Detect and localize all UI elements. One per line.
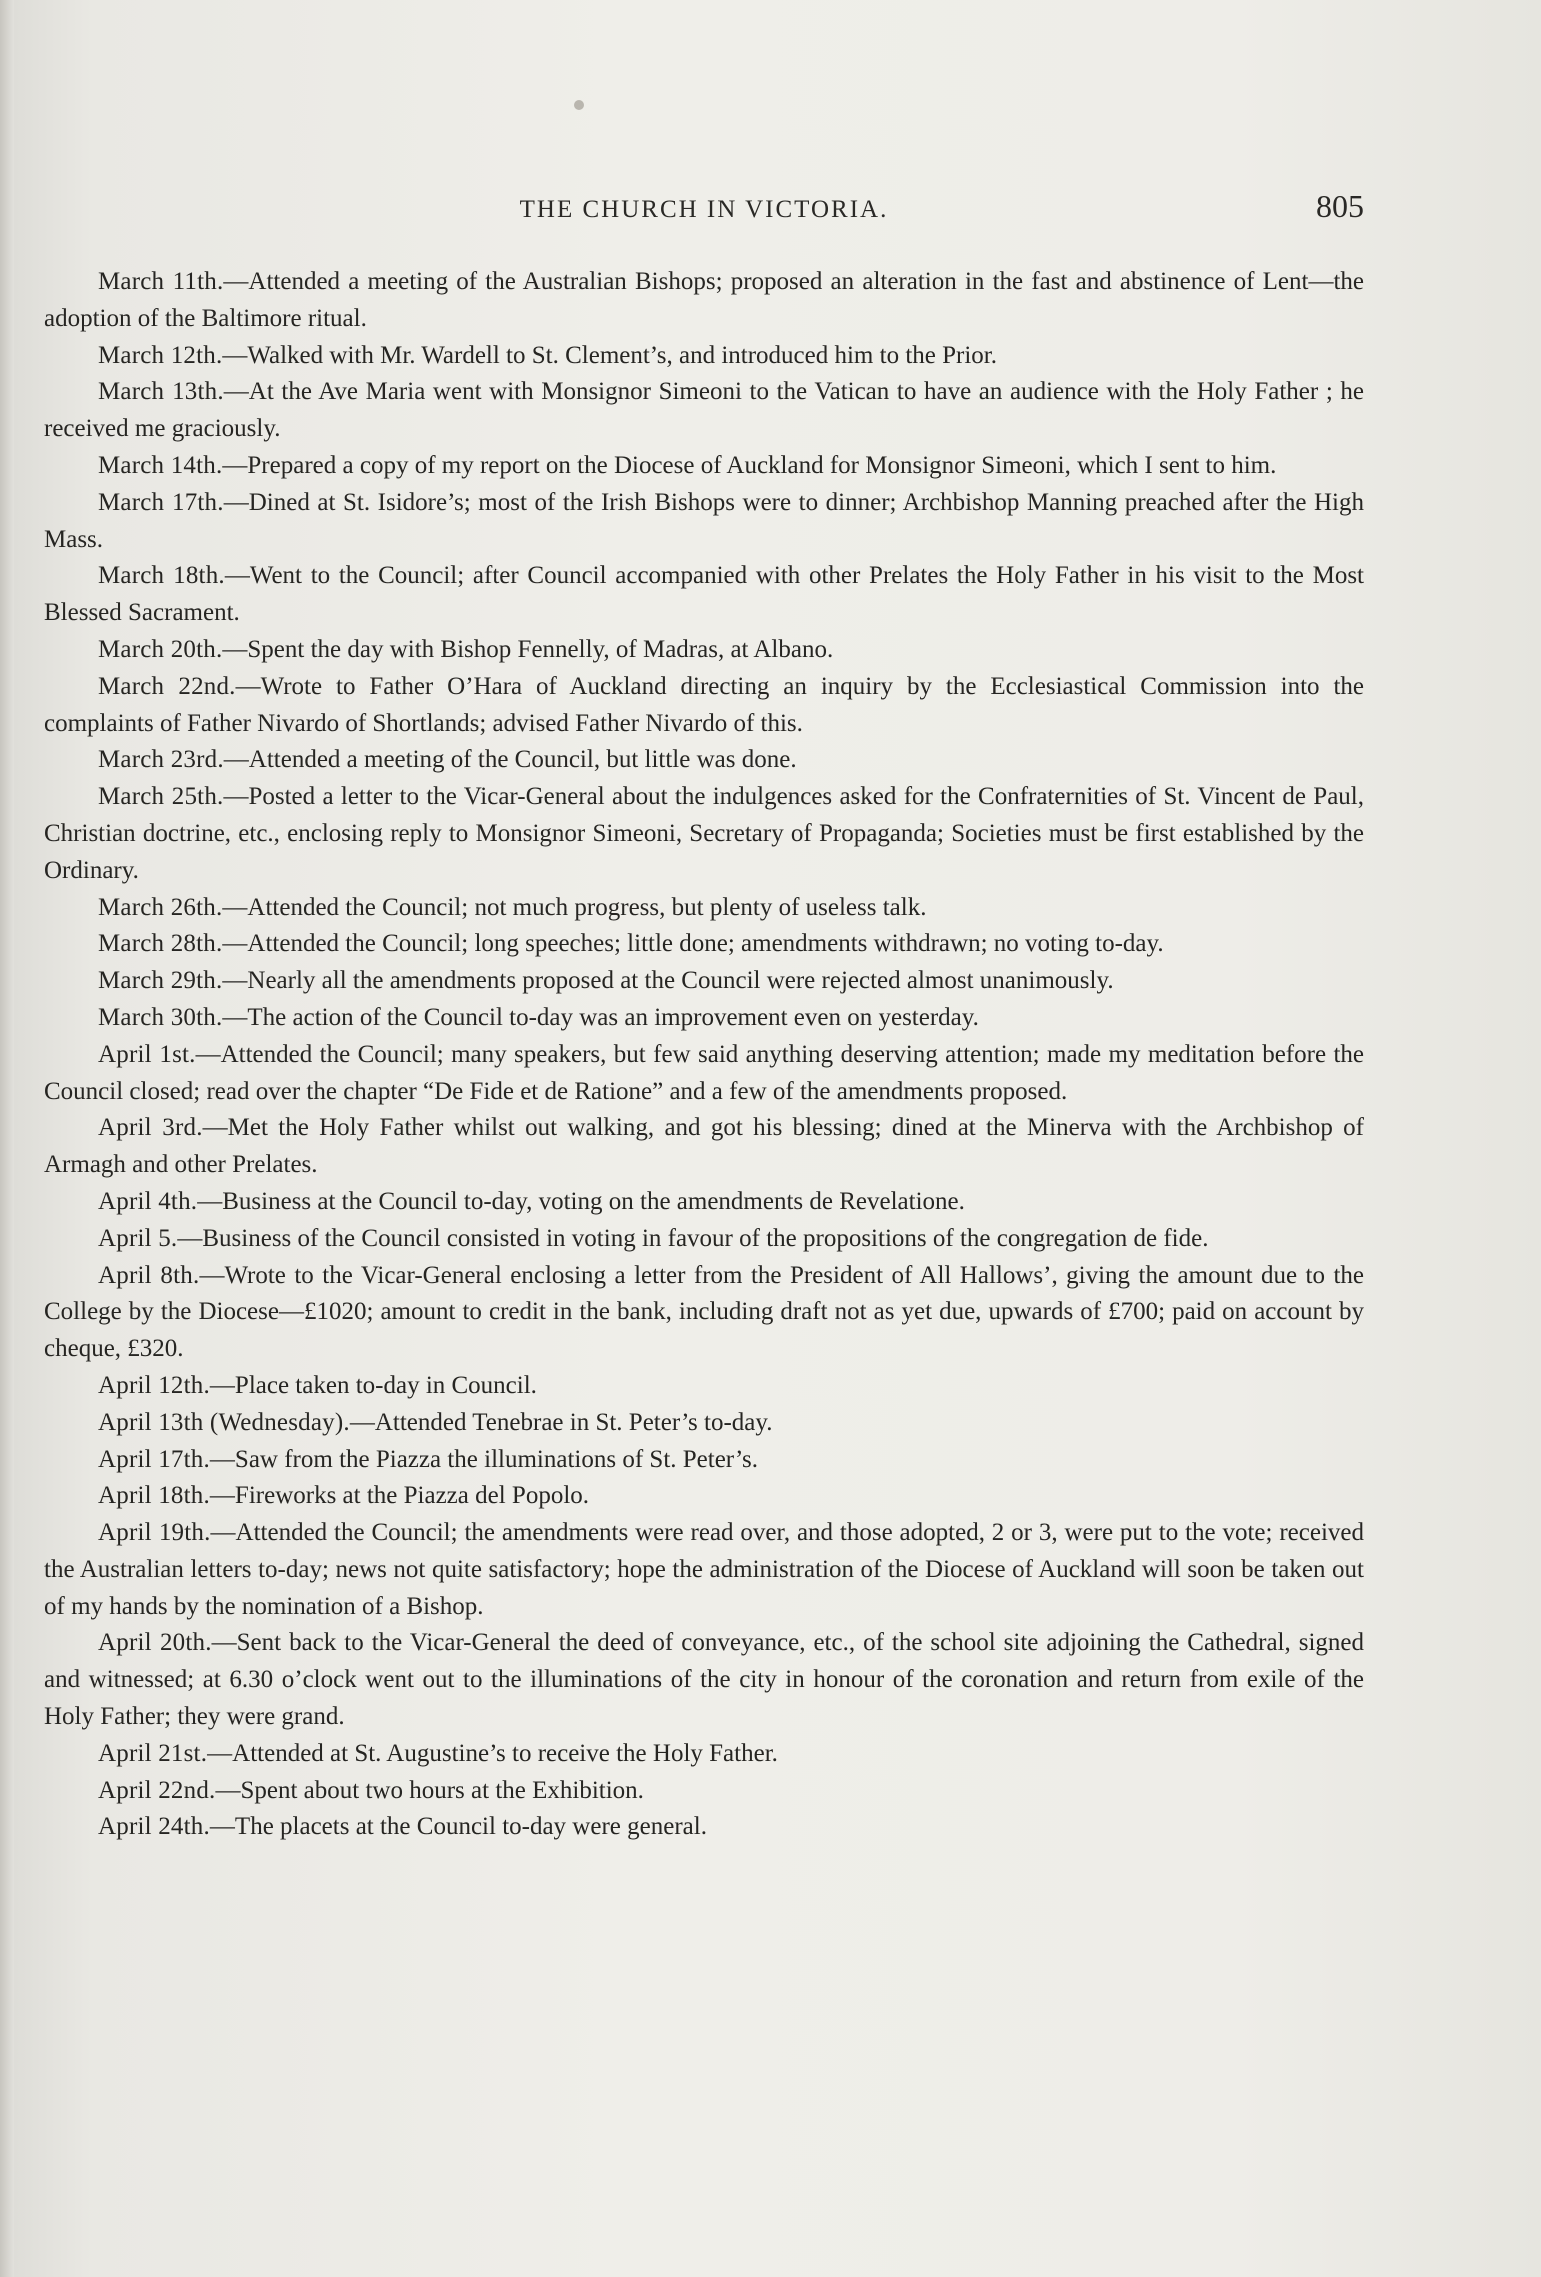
entry-date: March 29th. [98, 967, 223, 995]
entry-text: —The action of the Council to-day was an improvement even on yesterday. [222, 1003, 979, 1031]
entry-text: —Walked with Mr. Wardell to St. Clement’s, and introduced him to the Prior. [222, 341, 997, 369]
entry-text: —Spent about two hours at the Exhibition. [215, 1776, 644, 1804]
entry-text: —Business of the Council consisted in voting in favour of the propositions of the congregation de fide. [177, 1224, 1209, 1252]
entry-text: —Attended the Council; many speakers, but few said anything deserving attention; made my meditation before the Council closed; read over the chapter “De Fide et de Ratione” and a few of the amendments proposed. [44, 1040, 1364, 1105]
diary-entry [44, 485, 1364, 559]
entry-date: April 24th. [98, 1813, 210, 1841]
diary-entry [44, 926, 1364, 963]
running-head [44, 188, 1364, 238]
diary-entry [44, 890, 1364, 927]
diary-entry [44, 1442, 1364, 1479]
entry-date: April 21st. [98, 1739, 208, 1767]
entry-date: March 14th. [98, 451, 223, 479]
entry-date: March 28th. [98, 930, 223, 958]
diary-entry [44, 1405, 1364, 1442]
diary-entries [44, 264, 1364, 1846]
diary-entry [44, 264, 1364, 338]
entry-date: March 22nd. [98, 672, 236, 700]
diary-entry [44, 632, 1364, 669]
diary-entry [44, 1221, 1364, 1258]
entry-text: —Dined at St. Isidore’s; most of the Irish Bishops were to dinner; Archbishop Manning preached after the High Mass. [44, 488, 1364, 553]
entry-date: March 11th. [98, 268, 224, 295]
diary-entry [44, 558, 1364, 632]
diary-entry [44, 1515, 1364, 1625]
entry-date: April 3rd. [98, 1114, 203, 1142]
entry-date: March 17th. [98, 488, 224, 516]
diary-entry [44, 1773, 1364, 1810]
entry-date: April 22nd. [98, 1776, 216, 1804]
diary-entry [44, 1000, 1364, 1037]
entry-text: —Saw from the Piazza the illuminations of St. Peter’s. [209, 1445, 758, 1473]
entry-text: —Wrote to the Vicar-General enclosing a letter from the President of All Hallows’, giving the amount due to the College by the Diocese—£1020; amount to credit in the bank, including draft not as yet due, upwards of £700; paid on account by cheque, £320. [44, 1261, 1364, 1363]
entry-date: March 20th. [98, 635, 223, 663]
entry-date: March 18th. [98, 562, 225, 590]
diary-entry [44, 1184, 1364, 1221]
diary-entry [44, 1478, 1364, 1515]
entry-text: —Spent the day with Bishop Fennelly, of Madras, at Albano. [222, 635, 834, 663]
entry-text: —The placets at the Council to-day were general. [209, 1813, 707, 1841]
entry-date: April 1st. [98, 1040, 196, 1068]
diary-entry [44, 374, 1364, 448]
entry-text: —Attended a meeting of the Council, but little was done. [223, 746, 797, 774]
diary-entry [44, 1037, 1364, 1111]
diary-entry [44, 1258, 1364, 1368]
entry-date: April 4th. [98, 1187, 198, 1215]
entry-text: —Attended the Council; the amendments were read over, and those adopted, 2 or 3, were put to the vote; received the Australian letters to-day; news not quite satisfactory; hope the administration of the Diocese of Auckland will soon be taken out of my hands by the nomination of a Bishop. [44, 1519, 1364, 1620]
entry-date: March 25th. [98, 783, 224, 811]
entry-text: —Went to the Council; after Council accompanied with other Prelates the Holy Father in his visit to the Most Blessed Sacrament. [44, 562, 1364, 627]
entry-text: —Attended at St. Augustine’s to receive the Holy Father. [207, 1739, 778, 1767]
entry-date: April 18th. [98, 1482, 210, 1510]
entry-text: —Place taken to-day in Council. [209, 1371, 537, 1399]
entry-date: April 17th. [98, 1445, 210, 1473]
page-number: 805 [1316, 188, 1364, 224]
entry-date: March 12th. [98, 341, 223, 369]
diary-entry [44, 1736, 1364, 1773]
entry-date: April 13th (Wednesday). [98, 1408, 350, 1436]
paper-speck [574, 100, 584, 110]
entry-date: April 5. [98, 1224, 178, 1252]
entry-date: March 26th. [98, 893, 223, 921]
entry-text: —At the Ave Maria went with Monsignor Simeoni to the Vatican to have an audience with the Holy Father ; he received me graciously. [44, 378, 1364, 443]
entry-text: —Attended the Council; not much progress, but plenty of useless talk. [222, 893, 927, 921]
diary-entry [44, 1110, 1364, 1184]
entry-text: —Nearly all the amendments proposed at the Council were rejected almost unanimously. [222, 967, 1114, 995]
entry-date: April 19th. [98, 1519, 211, 1547]
entry-date: March 23rd. [98, 746, 224, 774]
entry-date: April 20th. [98, 1629, 212, 1657]
diary-entry [44, 1368, 1364, 1405]
diary-entry [44, 742, 1364, 779]
page-edge-shadow [0, 0, 14, 2277]
entry-text: —Wrote to Father O’Hara of Auckland directing an inquiry by the Ecclesiastical Commission into the complaints of Father Nivardo of Shortlands; advised Father Nivardo of this. [44, 672, 1364, 737]
entry-text: —Attended a meeting of the Australian Bishops; proposed an alteration in the fast and abstinence of Lent—the adoption of the Baltimore ritual. [44, 268, 1364, 332]
running-title: THE CHURCH IN VICTORIA. [519, 196, 889, 223]
diary-entry [44, 1809, 1364, 1846]
diary-entry [44, 448, 1364, 485]
entry-text: —Sent back to the Vicar-General the deed of conveyance, etc., of the school site adjoining the Cathedral, signed and witnessed; at 6.30 o’clock went out to the illuminations of the city in honour of the coronation and return from exile of the Holy Father; they were grand. [44, 1629, 1364, 1731]
diary-entry [44, 338, 1364, 375]
diary-entry [44, 1625, 1364, 1735]
entry-text: —Attended Tenebrae in St. Peter’s to-day. [349, 1408, 773, 1436]
entry-text: —Fireworks at the Piazza del Popolo. [209, 1482, 590, 1510]
entry-text: —Business at the Council to-day, voting on the amendments de Revelatione. [197, 1187, 965, 1215]
entry-text: —Prepared a copy of my report on the Diocese of Auckland for Monsignor Simeoni, which I sent to him. [222, 451, 1277, 479]
diary-entry [44, 669, 1364, 743]
entry-text: —Posted a letter to the Vicar-General about the indulgences asked for the Confraternities of St. Vincent de Paul, Christian doctrine, etc., enclosing reply to Monsignor Simeoni, Secretary of Propaganda; Societies must be first established by the Ordinary. [44, 783, 1364, 884]
entry-date: April 12th. [98, 1371, 210, 1399]
entry-text: —Met the Holy Father whilst out walking, and got his blessing; dined at the Minerva with the Archbishop of Armagh and other Prelates. [44, 1114, 1364, 1179]
entry-date: April 8th. [98, 1261, 200, 1289]
diary-entry [44, 779, 1364, 889]
entry-date: March 13th. [98, 378, 224, 406]
entry-date: March 30th. [98, 1003, 223, 1031]
diary-entry [44, 963, 1364, 1000]
entry-text: —Attended the Council; long speeches; little done; amendments withdrawn; no voting to-day. [222, 930, 1164, 958]
